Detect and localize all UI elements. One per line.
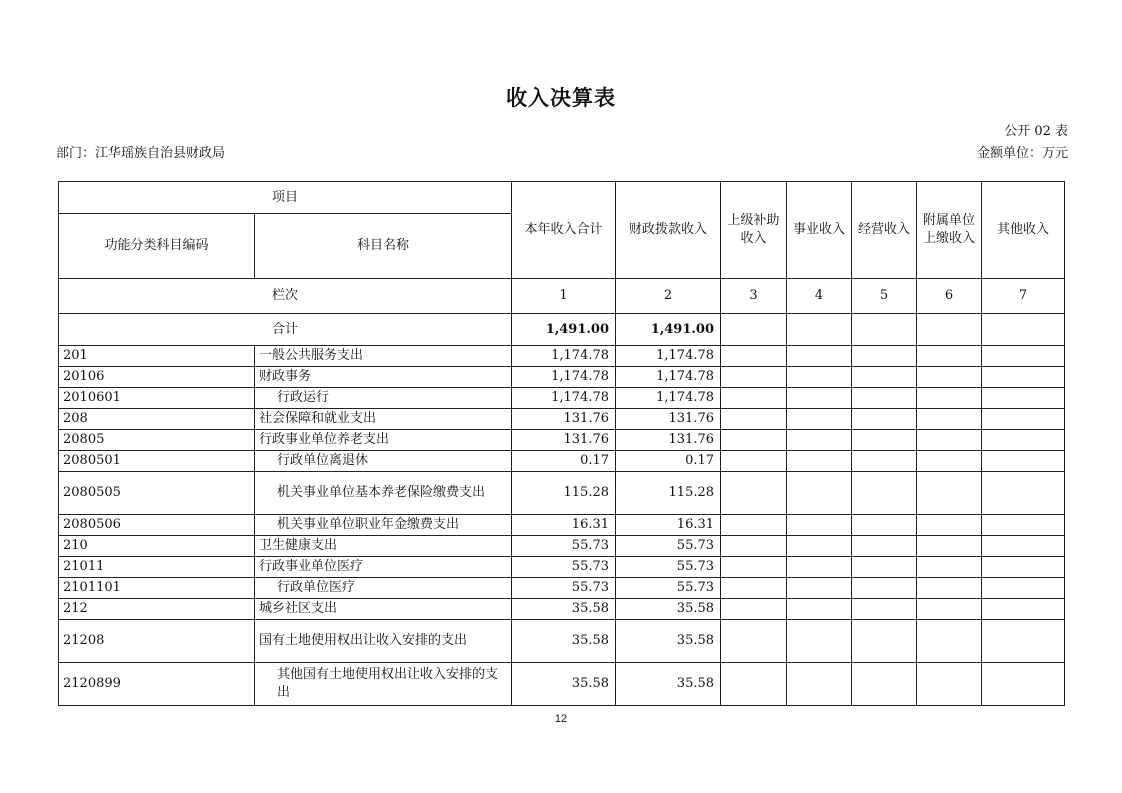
name-cell: 机关事业单位职业年金缴费支出 [255,515,512,536]
name-cell: 一般公共服务支出 [255,346,512,367]
name-cell: 其他国有土地使用权出让收入安排的支出 [255,663,512,706]
fiscal-cell: 115.28 [616,472,721,515]
empty-cell [982,557,1065,578]
fiscal-cell: 0.17 [616,451,721,472]
empty-cell [721,409,787,430]
empty-cell [917,472,982,515]
name-cell: 行政事业单位医疗 [255,557,512,578]
empty-cell [917,515,982,536]
amount-unit-label: 金额单位：万元 [976,146,1068,161]
empty-cell [982,515,1065,536]
empty-cell [917,367,982,388]
name-cell: 行政单位医疗 [255,578,512,599]
fiscal-cell: 131.76 [616,430,721,451]
fiscal-cell: 35.58 [616,599,721,620]
table-row [59,663,1065,706]
empty-cell [852,314,917,346]
empty-cell [982,620,1065,663]
empty-cell [917,599,982,620]
col-number: 3 [721,279,787,314]
table-row [59,451,1065,472]
table-row [59,430,1065,451]
table-body [59,182,1065,706]
empty-cell [917,430,982,451]
empty-cell [852,515,917,536]
code-cell: 2010601 [59,388,255,409]
header-code: 功能分类科目编码 [59,214,255,279]
empty-cell [787,578,852,599]
total-cell: 1,491.00 [512,314,616,346]
fiscal-cell: 1,174.78 [616,388,721,409]
empty-cell [852,557,917,578]
table-row [59,536,1065,557]
code-cell: 2120899 [59,663,255,706]
total-cell: 55.73 [512,536,616,557]
table-row [59,620,1065,663]
empty-cell [721,557,787,578]
code-cell: 210 [59,536,255,557]
header-business: 事业收入 [787,182,852,279]
fiscal-cell: 35.58 [616,620,721,663]
empty-cell [787,388,852,409]
col-number: 1 [512,279,616,314]
empty-cell [721,620,787,663]
empty-cell [721,536,787,557]
empty-cell [852,430,917,451]
fiscal-cell: 131.76 [616,409,721,430]
empty-cell [721,663,787,706]
empty-cell [787,536,852,557]
empty-cell [852,409,917,430]
total-cell: 0.17 [512,451,616,472]
empty-cell [787,367,852,388]
empty-cell [787,663,852,706]
fiscal-cell: 1,174.78 [616,346,721,367]
empty-cell [917,620,982,663]
empty-cell [982,367,1065,388]
empty-cell [917,663,982,706]
total-cell: 131.76 [512,409,616,430]
empty-cell [982,472,1065,515]
header-row [59,182,1065,214]
code-cell: 212 [59,599,255,620]
page-number: 12 [554,713,568,725]
header-project: 项目 [59,182,512,214]
name-cell: 行政运行 [255,388,512,409]
code-cell: 21208 [59,620,255,663]
fiscal-cell: 35.58 [616,663,721,706]
total-cell: 131.76 [512,430,616,451]
code-cell: 20805 [59,430,255,451]
name-cell: 国有土地使用权出让收入安排的支出 [255,620,512,663]
table-row [59,346,1065,367]
department-label: 部门：江华瑶族自治县财政局 [56,146,226,161]
empty-cell [982,409,1065,430]
empty-cell [721,314,787,346]
col-number: 2 [616,279,721,314]
empty-cell [721,451,787,472]
empty-cell [787,472,852,515]
header-operating: 经营收入 [852,182,917,279]
table-row [59,367,1065,388]
empty-cell [982,451,1065,472]
name-cell: 卫生健康支出 [255,536,512,557]
empty-cell [982,314,1065,346]
column-order-label: 栏次 [59,279,512,314]
empty-cell [787,346,852,367]
empty-cell [721,388,787,409]
empty-cell [852,620,917,663]
empty-cell [982,663,1065,706]
header-subsidy: 上级补助收入 [721,182,787,279]
empty-cell [917,557,982,578]
name-cell: 城乡社区支出 [255,599,512,620]
empty-cell [787,314,852,346]
empty-cell [787,515,852,536]
empty-cell [982,536,1065,557]
code-cell: 21011 [59,557,255,578]
header-affiliated: 附属单位上缴收入 [917,182,982,279]
table-row [59,557,1065,578]
empty-cell [852,346,917,367]
empty-cell [852,367,917,388]
empty-cell [787,430,852,451]
code-cell: 2080505 [59,472,255,515]
total-label: 合计 [59,314,512,346]
table-row [59,409,1065,430]
empty-cell [787,409,852,430]
name-cell: 社会保障和就业支出 [255,409,512,430]
table-row [59,599,1065,620]
fiscal-cell: 55.73 [616,578,721,599]
table-row [59,515,1065,536]
total-cell: 16.31 [512,515,616,536]
name-cell: 财政事务 [255,367,512,388]
empty-cell [787,451,852,472]
empty-cell [917,314,982,346]
fiscal-cell: 55.73 [616,536,721,557]
empty-cell [852,451,917,472]
empty-cell [721,599,787,620]
empty-cell [721,578,787,599]
empty-cell [852,388,917,409]
fiscal-cell: 1,174.78 [616,367,721,388]
column-order-row [59,279,1065,314]
table-row [59,578,1065,599]
empty-cell [982,346,1065,367]
col-number: 6 [917,279,982,314]
code-cell: 2080501 [59,451,255,472]
empty-cell [852,599,917,620]
total-cell: 55.73 [512,557,616,578]
empty-cell [917,451,982,472]
col-number: 4 [787,279,852,314]
total-cell: 35.58 [512,663,616,706]
code-cell: 2101101 [59,578,255,599]
total-cell: 1,174.78 [512,346,616,367]
table-row [59,388,1065,409]
total-cell: 1,174.78 [512,388,616,409]
total-cell: 35.58 [512,620,616,663]
empty-cell [917,346,982,367]
empty-cell [982,388,1065,409]
header-name: 科目名称 [255,214,512,279]
empty-cell [917,578,982,599]
total-cell: 115.28 [512,472,616,515]
header-fiscal: 财政拨款收入 [616,182,721,279]
col-number: 5 [852,279,917,314]
code-cell: 201 [59,346,255,367]
total-row [59,314,1065,346]
total-cell: 35.58 [512,599,616,620]
empty-cell [721,367,787,388]
header-other: 其他收入 [982,182,1065,279]
empty-cell [852,578,917,599]
name-cell: 行政单位离退休 [255,451,512,472]
empty-cell [721,472,787,515]
empty-cell [982,578,1065,599]
name-cell: 行政事业单位养老支出 [255,430,512,451]
code-cell: 208 [59,409,255,430]
col-number: 7 [982,279,1065,314]
table-number: 公开 02 表 [1004,124,1068,139]
code-cell: 20106 [59,367,255,388]
total-cell: 55.73 [512,578,616,599]
table-row [59,472,1065,515]
empty-cell [917,409,982,430]
fiscal-cell: 55.73 [616,557,721,578]
empty-cell [852,536,917,557]
empty-cell [721,346,787,367]
header-total: 本年收入合计 [512,182,616,279]
fiscal-cell: 1,491.00 [616,314,721,346]
empty-cell [787,599,852,620]
empty-cell [721,430,787,451]
empty-cell [787,557,852,578]
empty-cell [982,430,1065,451]
total-cell: 1,174.78 [512,367,616,388]
page-title: 收入决算表 [506,85,616,110]
income-table [58,181,1065,706]
empty-cell [917,536,982,557]
empty-cell [982,599,1065,620]
name-cell: 机关事业单位基本养老保险缴费支出 [255,472,512,515]
code-cell: 2080506 [59,515,255,536]
empty-cell [917,388,982,409]
empty-cell [721,515,787,536]
fiscal-cell: 16.31 [616,515,721,536]
empty-cell [852,663,917,706]
empty-cell [852,472,917,515]
empty-cell [787,620,852,663]
